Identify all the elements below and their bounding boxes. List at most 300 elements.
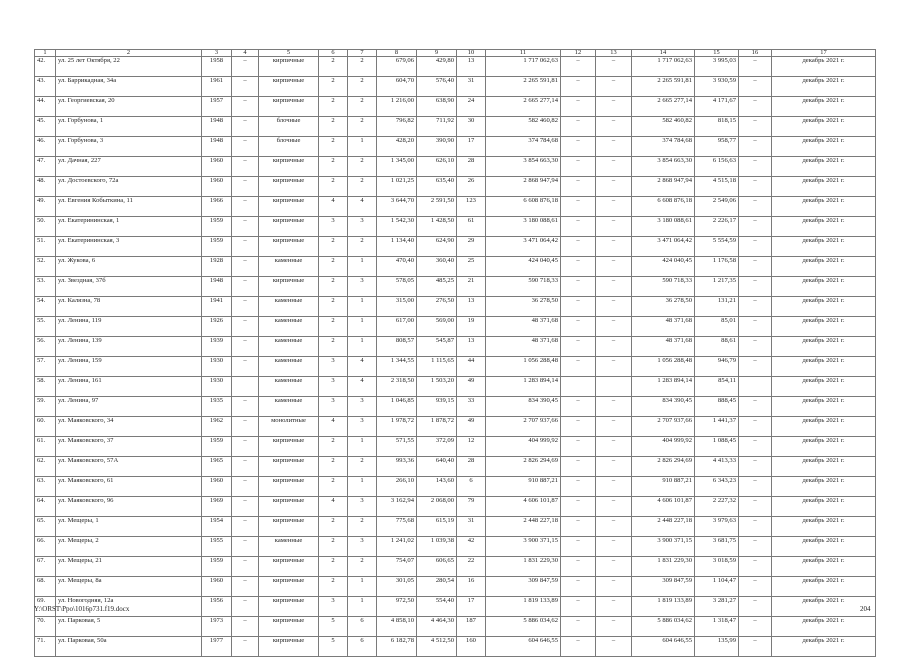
cell-floors: 2 bbox=[319, 437, 348, 457]
cell-row-number: 63. bbox=[35, 477, 56, 497]
cell-total-area: 1 046,85 bbox=[377, 397, 417, 417]
cell-row-number: 45. bbox=[35, 117, 56, 137]
table-row bbox=[35, 337, 876, 357]
cell-residents: 31 bbox=[457, 77, 486, 97]
cell-cost-owners: 834 390,45 bbox=[632, 397, 695, 417]
cell-address: ул. Евгения Кобыткина, 11 bbox=[56, 197, 202, 217]
cell-year-reconstructed: – bbox=[232, 137, 259, 157]
cell-cost-other: – bbox=[596, 537, 632, 557]
cell-entrances: 2 bbox=[348, 517, 377, 537]
cell-floors: 3 bbox=[319, 377, 348, 397]
cell-total-cost: 3 471 064,42 bbox=[486, 237, 561, 257]
cell-total-area: 6 182,78 bbox=[377, 637, 417, 657]
cell-cost-fund: – bbox=[561, 137, 596, 157]
cell-total-area: 754,07 bbox=[377, 557, 417, 577]
column-number-floors: 6 bbox=[319, 50, 348, 57]
cell-cost-other bbox=[596, 377, 632, 397]
cell-cost-owners: 1 717 062,63 bbox=[632, 57, 695, 77]
cell-unused-column: – bbox=[739, 217, 772, 237]
cell-address: ул. Новогодняя, 12а bbox=[56, 597, 202, 617]
table-row bbox=[35, 77, 876, 97]
cell-year-reconstructed: – bbox=[232, 357, 259, 377]
cell-wall-material: кирпичные bbox=[259, 437, 319, 457]
cell-year-reconstructed: – bbox=[232, 177, 259, 197]
column-number-entrances: 7 bbox=[348, 50, 377, 57]
cell-floors: 2 bbox=[319, 237, 348, 257]
cell-completion-date: декабрь 2021 г. bbox=[772, 337, 876, 357]
cell-wall-material: кирпичные bbox=[259, 517, 319, 537]
cell-unused-column: – bbox=[739, 417, 772, 437]
cell-completion-date: декабрь 2021 г. bbox=[772, 317, 876, 337]
table-row bbox=[35, 517, 876, 537]
cell-cost-other: – bbox=[596, 337, 632, 357]
cell-address: ул. Баррикадная, 34а bbox=[56, 77, 202, 97]
cell-row-number: 68. bbox=[35, 577, 56, 597]
cell-completion-date: декабрь 2021 г. bbox=[772, 457, 876, 477]
cell-total-area: 578,05 bbox=[377, 277, 417, 297]
table-row bbox=[35, 297, 876, 317]
column-number-wall-material: 5 bbox=[259, 50, 319, 57]
column-number-completion-date: 17 bbox=[772, 50, 876, 57]
cell-address: ул. Екатерининская, 1 bbox=[56, 217, 202, 237]
cell-cost-fund: – bbox=[561, 277, 596, 297]
cell-row-number: 67. bbox=[35, 557, 56, 577]
cell-cost-owners: 1 819 133,89 bbox=[632, 597, 695, 617]
table-row bbox=[35, 357, 876, 377]
cell-living-area: 485,25 bbox=[417, 277, 457, 297]
cell-cost-fund: – bbox=[561, 537, 596, 557]
cell-year-built: 1966 bbox=[202, 197, 232, 217]
cell-year-built: 1948 bbox=[202, 277, 232, 297]
cell-floors: 3 bbox=[319, 357, 348, 377]
cell-cost-per-sqm: 3 930,59 bbox=[695, 77, 739, 97]
cell-year-built: 1930 bbox=[202, 357, 232, 377]
cell-cost-per-sqm: 131,21 bbox=[695, 297, 739, 317]
cell-cost-other: – bbox=[596, 297, 632, 317]
cell-entrances: 3 bbox=[348, 397, 377, 417]
cell-residents: 12 bbox=[457, 437, 486, 457]
cell-residents: 187 bbox=[457, 617, 486, 637]
cell-total-cost: 1 717 062,63 bbox=[486, 57, 561, 77]
cell-cost-per-sqm: 2 227,32 bbox=[695, 497, 739, 517]
cell-entrances: 2 bbox=[348, 557, 377, 577]
cell-wall-material: кирпичные bbox=[259, 637, 319, 657]
cell-cost-fund bbox=[561, 377, 596, 397]
cell-wall-material: каменные bbox=[259, 297, 319, 317]
column-numbers-row bbox=[35, 50, 876, 57]
cell-residents: 29 bbox=[457, 237, 486, 257]
cell-unused-column: – bbox=[739, 117, 772, 137]
cell-total-area: 301,05 bbox=[377, 577, 417, 597]
cell-cost-owners: 3 471 064,42 bbox=[632, 237, 695, 257]
cell-total-area: 3 162,94 bbox=[377, 497, 417, 517]
cell-year-built: 1956 bbox=[202, 597, 232, 617]
cell-cost-fund: – bbox=[561, 637, 596, 657]
cell-year-reconstructed: – bbox=[232, 497, 259, 517]
cell-year-built: 1948 bbox=[202, 137, 232, 157]
cell-total-area: 604,70 bbox=[377, 77, 417, 97]
cell-address: ул. Ленина, 119 bbox=[56, 317, 202, 337]
table-row bbox=[35, 137, 876, 157]
cell-cost-fund: – bbox=[561, 557, 596, 577]
cell-residents: 22 bbox=[457, 557, 486, 577]
cell-year-built: 1926 bbox=[202, 317, 232, 337]
cell-floors: 2 bbox=[319, 97, 348, 117]
cell-residents: 13 bbox=[457, 57, 486, 77]
cell-wall-material: блочные bbox=[259, 117, 319, 137]
cell-floors: 5 bbox=[319, 617, 348, 637]
cell-completion-date: декабрь 2021 г. bbox=[772, 137, 876, 157]
cell-completion-date: декабрь 2021 г. bbox=[772, 517, 876, 537]
cell-address: ул. Достоевского, 72а bbox=[56, 177, 202, 197]
cell-total-cost: 36 278,50 bbox=[486, 297, 561, 317]
cell-cost-owners: 2 448 227,18 bbox=[632, 517, 695, 537]
cell-wall-material: кирпичные bbox=[259, 497, 319, 517]
cell-cost-owners: 2 665 277,14 bbox=[632, 97, 695, 117]
cell-cost-owners: 604 646,55 bbox=[632, 637, 695, 657]
table-row bbox=[35, 597, 876, 617]
cell-floors: 2 bbox=[319, 257, 348, 277]
cell-entrances: 2 bbox=[348, 237, 377, 257]
cell-living-area: 569,00 bbox=[417, 317, 457, 337]
cell-cost-fund: – bbox=[561, 617, 596, 637]
column-number-cost-other: 13 bbox=[596, 50, 632, 57]
cell-cost-other: – bbox=[596, 437, 632, 457]
cell-unused-column: – bbox=[739, 77, 772, 97]
cell-year-reconstructed: – bbox=[232, 557, 259, 577]
cell-residents: 33 bbox=[457, 397, 486, 417]
cell-row-number: 54. bbox=[35, 297, 56, 317]
cell-cost-other: – bbox=[596, 217, 632, 237]
cell-unused-column: – bbox=[739, 537, 772, 557]
cell-row-number: 47. bbox=[35, 157, 56, 177]
cell-address: ул. Парковая, 5 bbox=[56, 617, 202, 637]
table-row bbox=[35, 417, 876, 437]
cell-unused-column: – bbox=[739, 97, 772, 117]
column-number-cost-owners: 14 bbox=[632, 50, 695, 57]
cell-living-area: 576,40 bbox=[417, 77, 457, 97]
cell-total-area: 993,36 bbox=[377, 457, 417, 477]
cell-total-area: 4 858,10 bbox=[377, 617, 417, 637]
cell-entrances: 2 bbox=[348, 157, 377, 177]
cell-entrances: 6 bbox=[348, 617, 377, 637]
cell-floors: 2 bbox=[319, 117, 348, 137]
cell-total-area: 617,00 bbox=[377, 317, 417, 337]
cell-year-reconstructed: – bbox=[232, 117, 259, 137]
cell-residents: 42 bbox=[457, 537, 486, 557]
cell-cost-other: – bbox=[596, 137, 632, 157]
cell-cost-per-sqm: 3 018,59 bbox=[695, 557, 739, 577]
table-row bbox=[35, 377, 876, 397]
cell-completion-date: декабрь 2021 г. bbox=[772, 637, 876, 657]
cell-cost-other: – bbox=[596, 57, 632, 77]
cell-cost-fund: – bbox=[561, 497, 596, 517]
cell-cost-fund: – bbox=[561, 477, 596, 497]
cell-total-cost: 309 847,59 bbox=[486, 577, 561, 597]
cell-cost-other: – bbox=[596, 197, 632, 217]
cell-completion-date: декабрь 2021 г. bbox=[772, 117, 876, 137]
cell-address: ул. Маяковского, 96 bbox=[56, 497, 202, 517]
cell-floors: 2 bbox=[319, 337, 348, 357]
cell-living-area: 640,40 bbox=[417, 457, 457, 477]
cell-wall-material: каменные bbox=[259, 337, 319, 357]
cell-completion-date: декабрь 2021 г. bbox=[772, 297, 876, 317]
cell-address: ул. Парковая, 50а bbox=[56, 637, 202, 657]
cell-cost-fund: – bbox=[561, 517, 596, 537]
cell-cost-fund: – bbox=[561, 337, 596, 357]
cell-cost-fund: – bbox=[561, 97, 596, 117]
cell-cost-fund: – bbox=[561, 457, 596, 477]
cell-total-area: 1 216,00 bbox=[377, 97, 417, 117]
cell-year-built: 1965 bbox=[202, 457, 232, 477]
cell-completion-date: декабрь 2021 г. bbox=[772, 377, 876, 397]
cell-cost-owners: 3 180 088,61 bbox=[632, 217, 695, 237]
cell-year-built: 1973 bbox=[202, 617, 232, 637]
table-row bbox=[35, 277, 876, 297]
cell-cost-per-sqm: 958,77 bbox=[695, 137, 739, 157]
cell-cost-per-sqm: 6 343,23 bbox=[695, 477, 739, 497]
cell-year-built: 1961 bbox=[202, 77, 232, 97]
cell-total-area: 1 021,25 bbox=[377, 177, 417, 197]
cell-cost-fund: – bbox=[561, 257, 596, 277]
cell-address: ул. Мещеры, 2 bbox=[56, 537, 202, 557]
cell-cost-other: – bbox=[596, 597, 632, 617]
cell-year-built: 1960 bbox=[202, 477, 232, 497]
cell-floors: 2 bbox=[319, 137, 348, 157]
cell-residents: 17 bbox=[457, 137, 486, 157]
table-row bbox=[35, 397, 876, 417]
cell-cost-per-sqm: 1 088,45 bbox=[695, 437, 739, 457]
cell-completion-date: декабрь 2021 г. bbox=[772, 437, 876, 457]
cell-address: ул. Мещеры, 8а bbox=[56, 577, 202, 597]
cell-cost-per-sqm: 2 549,06 bbox=[695, 197, 739, 217]
cell-address: ул. Дачная, 227 bbox=[56, 157, 202, 177]
cell-entrances: 1 bbox=[348, 437, 377, 457]
table-row bbox=[35, 557, 876, 577]
cell-cost-owners: 590 718,33 bbox=[632, 277, 695, 297]
cell-year-reconstructed: – bbox=[232, 157, 259, 177]
cell-living-area: 372,09 bbox=[417, 437, 457, 457]
cell-total-area: 1 241,02 bbox=[377, 537, 417, 557]
cell-unused-column: – bbox=[739, 317, 772, 337]
cell-year-reconstructed: – bbox=[232, 337, 259, 357]
table-row bbox=[35, 57, 876, 77]
cell-living-area: 638,90 bbox=[417, 97, 457, 117]
cell-year-built: 1958 bbox=[202, 57, 232, 77]
cell-year-built: 1960 bbox=[202, 577, 232, 597]
cell-year-built: 1948 bbox=[202, 117, 232, 137]
cell-cost-owners: 6 608 876,18 bbox=[632, 197, 695, 217]
cell-year-built: 1977 bbox=[202, 637, 232, 657]
cell-floors: 4 bbox=[319, 417, 348, 437]
cell-address: ул. Георгиевская, 20 bbox=[56, 97, 202, 117]
cell-floors: 2 bbox=[319, 517, 348, 537]
cell-cost-owners: 404 999,92 bbox=[632, 437, 695, 457]
cell-cost-per-sqm: 1 176,58 bbox=[695, 257, 739, 277]
cell-year-built: 1959 bbox=[202, 237, 232, 257]
cell-entrances: 4 bbox=[348, 197, 377, 217]
cell-unused-column: – bbox=[739, 277, 772, 297]
cell-floors: 2 bbox=[319, 157, 348, 177]
cell-cost-per-sqm: 85,01 bbox=[695, 317, 739, 337]
cell-row-number: 44. bbox=[35, 97, 56, 117]
cell-entrances: 3 bbox=[348, 497, 377, 517]
cell-living-area: 1 115,65 bbox=[417, 357, 457, 377]
cell-cost-other: – bbox=[596, 477, 632, 497]
cell-entrances: 2 bbox=[348, 97, 377, 117]
cell-cost-other: – bbox=[596, 557, 632, 577]
cell-cost-other: – bbox=[596, 97, 632, 117]
cell-cost-fund: – bbox=[561, 397, 596, 417]
column-number-cost-per-sqm: 15 bbox=[695, 50, 739, 57]
cell-floors: 3 bbox=[319, 397, 348, 417]
cell-floors: 2 bbox=[319, 317, 348, 337]
cell-wall-material: каменные bbox=[259, 377, 319, 397]
cell-cost-other: – bbox=[596, 417, 632, 437]
cell-year-reconstructed: – bbox=[232, 77, 259, 97]
cell-completion-date: декабрь 2021 г. bbox=[772, 77, 876, 97]
cell-residents: 26 bbox=[457, 177, 486, 197]
cell-row-number: 59. bbox=[35, 397, 56, 417]
cell-total-area: 571,55 bbox=[377, 437, 417, 457]
cell-wall-material: кирпичные bbox=[259, 237, 319, 257]
cell-wall-material: кирпичные bbox=[259, 217, 319, 237]
cell-cost-owners: 1 056 288,48 bbox=[632, 357, 695, 377]
cell-address: ул. 25 лет Октября, 22 bbox=[56, 57, 202, 77]
cell-year-reconstructed: – bbox=[232, 577, 259, 597]
cell-total-cost: 2 448 227,18 bbox=[486, 517, 561, 537]
cell-total-area: 1 978,72 bbox=[377, 417, 417, 437]
cell-address: ул. Мещеры, 21 bbox=[56, 557, 202, 577]
cell-address: ул. Жукова, 6 bbox=[56, 257, 202, 277]
cell-living-area: 1 878,72 bbox=[417, 417, 457, 437]
cell-year-built: 1957 bbox=[202, 97, 232, 117]
cell-cost-owners: 424 040,45 bbox=[632, 257, 695, 277]
cell-cost-owners: 2 707 937,66 bbox=[632, 417, 695, 437]
cell-cost-per-sqm: 1 441,37 bbox=[695, 417, 739, 437]
cell-total-area: 796,82 bbox=[377, 117, 417, 137]
cell-residents: 79 bbox=[457, 497, 486, 517]
cell-wall-material: кирпичные bbox=[259, 177, 319, 197]
cell-living-area: 2 591,50 bbox=[417, 197, 457, 217]
cell-residents: 19 bbox=[457, 317, 486, 337]
cell-cost-other: – bbox=[596, 157, 632, 177]
cell-cost-other: – bbox=[596, 277, 632, 297]
cell-cost-owners: 3 854 663,30 bbox=[632, 157, 695, 177]
cell-living-area: 554,40 bbox=[417, 597, 457, 617]
cell-living-area: 143,60 bbox=[417, 477, 457, 497]
cell-address: ул. Маяковского, 34 bbox=[56, 417, 202, 437]
cell-living-area: 2 068,00 bbox=[417, 497, 457, 517]
cell-cost-owners: 2 868 947,94 bbox=[632, 177, 695, 197]
cell-total-area: 972,50 bbox=[377, 597, 417, 617]
cell-entrances: 1 bbox=[348, 137, 377, 157]
cell-cost-fund: – bbox=[561, 217, 596, 237]
cell-total-cost: 374 784,68 bbox=[486, 137, 561, 157]
cell-entrances: 3 bbox=[348, 277, 377, 297]
cell-unused-column: – bbox=[739, 257, 772, 277]
cell-year-reconstructed: – bbox=[232, 297, 259, 317]
cell-unused-column: – bbox=[739, 157, 772, 177]
cell-total-cost: 3 900 371,15 bbox=[486, 537, 561, 557]
cell-unused-column: – bbox=[739, 517, 772, 537]
cell-total-area: 266,10 bbox=[377, 477, 417, 497]
cell-cost-owners: 374 784,68 bbox=[632, 137, 695, 157]
cell-completion-date: декабрь 2021 г. bbox=[772, 497, 876, 517]
cell-year-built: 1939 bbox=[202, 337, 232, 357]
cell-address: ул. Звездная, 37б bbox=[56, 277, 202, 297]
cell-cost-per-sqm: 3 281,27 bbox=[695, 597, 739, 617]
cell-cost-other: – bbox=[596, 237, 632, 257]
cell-year-reconstructed: – bbox=[232, 277, 259, 297]
cell-total-area: 1 542,30 bbox=[377, 217, 417, 237]
cell-year-built: 1962 bbox=[202, 417, 232, 437]
cell-cost-per-sqm: 854,11 bbox=[695, 377, 739, 397]
cell-wall-material: каменные bbox=[259, 537, 319, 557]
cell-wall-material: кирпичные bbox=[259, 277, 319, 297]
cell-wall-material: монолитные bbox=[259, 417, 319, 437]
cell-cost-other: – bbox=[596, 117, 632, 137]
cell-year-reconstructed: – bbox=[232, 477, 259, 497]
cell-cost-other: – bbox=[596, 317, 632, 337]
cell-cost-other: – bbox=[596, 357, 632, 377]
cell-residents: 49 bbox=[457, 417, 486, 437]
cell-residents: 28 bbox=[457, 457, 486, 477]
cell-living-area: 1 039,38 bbox=[417, 537, 457, 557]
cell-entrances: 2 bbox=[348, 57, 377, 77]
cell-year-built: 1959 bbox=[202, 437, 232, 457]
cell-address: ул. Маяковского, 37 bbox=[56, 437, 202, 457]
cell-wall-material: каменные bbox=[259, 357, 319, 377]
cell-row-number: 55. bbox=[35, 317, 56, 337]
cell-unused-column: – bbox=[739, 297, 772, 317]
cell-cost-per-sqm: 1 104,47 bbox=[695, 577, 739, 597]
cell-floors: 2 bbox=[319, 57, 348, 77]
cell-wall-material: кирпичные bbox=[259, 557, 319, 577]
cell-living-area: 1 503,20 bbox=[417, 377, 457, 397]
cell-row-number: 56. bbox=[35, 337, 56, 357]
cell-cost-other: – bbox=[596, 617, 632, 637]
cell-living-area: 624,90 bbox=[417, 237, 457, 257]
cell-wall-material: кирпичные bbox=[259, 477, 319, 497]
cell-living-area: 429,80 bbox=[417, 57, 457, 77]
cell-wall-material: кирпичные bbox=[259, 617, 319, 637]
cell-total-cost: 48 371,68 bbox=[486, 337, 561, 357]
cell-living-area: 939,15 bbox=[417, 397, 457, 417]
cell-residents: 49 bbox=[457, 377, 486, 397]
cell-living-area: 360,40 bbox=[417, 257, 457, 277]
column-number-year-built: 3 bbox=[202, 50, 232, 57]
cell-floors: 2 bbox=[319, 537, 348, 557]
cell-wall-material: кирпичные bbox=[259, 197, 319, 217]
table-row bbox=[35, 577, 876, 597]
cell-cost-per-sqm: 1 318,47 bbox=[695, 617, 739, 637]
cell-cost-fund: – bbox=[561, 357, 596, 377]
cell-total-cost: 48 371,68 bbox=[486, 317, 561, 337]
cell-cost-other: – bbox=[596, 397, 632, 417]
cell-wall-material: кирпичные bbox=[259, 577, 319, 597]
building-repair-table bbox=[34, 49, 876, 657]
cell-total-cost: 3 180 088,61 bbox=[486, 217, 561, 237]
table-row bbox=[35, 197, 876, 217]
cell-living-area: 1 428,50 bbox=[417, 217, 457, 237]
cell-floors: 4 bbox=[319, 197, 348, 217]
cell-living-area: 280,54 bbox=[417, 577, 457, 597]
cell-cost-per-sqm: 4 171,67 bbox=[695, 97, 739, 117]
cell-row-number: 66. bbox=[35, 537, 56, 557]
cell-cost-fund: – bbox=[561, 297, 596, 317]
cell-year-reconstructed: – bbox=[232, 437, 259, 457]
